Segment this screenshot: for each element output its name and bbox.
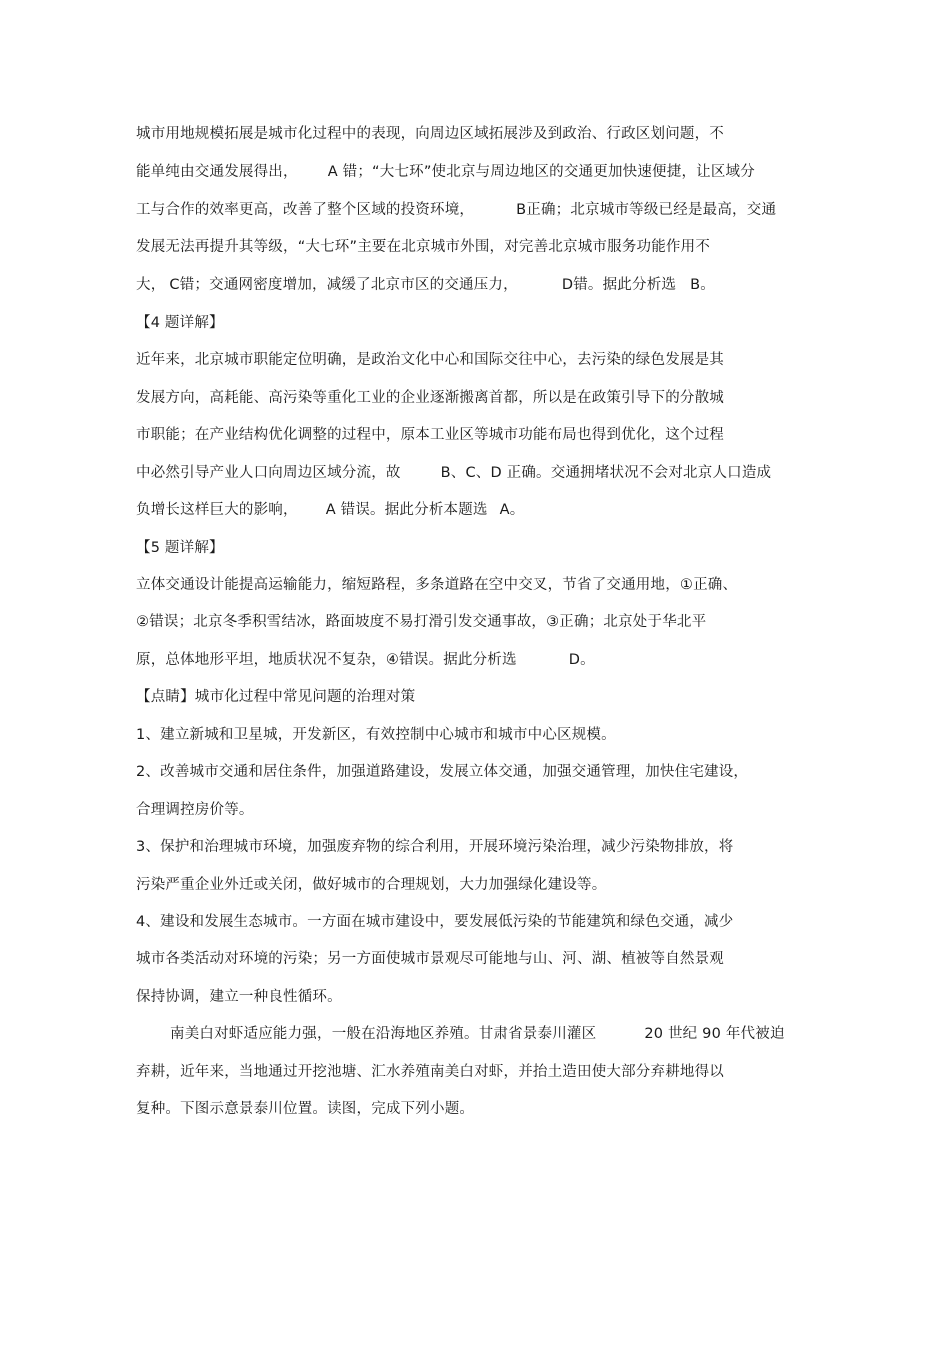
text-segment: 3、保护和治理城市环境，加强废弃物的综合利用，开展环境污染治理，减少污染物排放，将 [136, 839, 734, 855]
text-line [136, 949, 724, 969]
text-segment: A。 [499, 502, 525, 518]
text-line [136, 612, 706, 632]
text-segment: 污染严重企业外迁或关闭，做好城市的合理规划，大力加强绿化建设等。 [136, 877, 607, 893]
text-segment: A 错误。据此分析本题选 [325, 502, 488, 518]
list-item [136, 762, 748, 782]
text-line [136, 425, 724, 445]
list-item [136, 912, 733, 932]
text-segment: D。 [568, 652, 595, 668]
text-segment: 负增长这样巨大的影响， [136, 502, 298, 518]
text-segment: 弃耕，近年来，当地通过开挖池塘、汇水养殖南美白对虾，并抬土造田使大部分弃耕地得以 [136, 1064, 724, 1080]
text-segment: 城市用地规模拓展是城市化过程中的表现，向周边区域拓展涉及到政治、行政区划问题，不 [136, 126, 724, 142]
text-segment: 工与合作的效率更高，改善了整个区域的投资环境， [136, 202, 475, 218]
text-segment: 市职能；在产业结构优化调整的过程中，原本工业区等城市功能布局也得到优化，这个过程 [136, 427, 724, 443]
text-segment: B、C、D 正确。交通拥堵状况不会对北京人口造成 [440, 465, 772, 481]
text-line [136, 575, 737, 595]
text-line [136, 1062, 724, 1082]
text-segment: 2、改善城市交通和居住条件，加强道路建设，发展立体交通，加强交通管理，加快住宅建设， [136, 764, 749, 780]
section-heading [136, 538, 224, 558]
text-line [136, 350, 724, 370]
section-heading [136, 313, 224, 333]
text-segment: 原，总体地形平坦，地质状况不复杂，④错误。据此分析选 [136, 652, 517, 668]
text-segment: 保持协调，建立一种良性循环。 [136, 989, 342, 1005]
text-segment: 【点睛】城市化过程中常见问题的治理对策 [136, 689, 416, 705]
text-segment: 城市各类活动对环境的污染；另一方面使城市景观尽可能地与山、河、湖、植被等自然景观 [136, 951, 724, 967]
list-item [136, 837, 733, 857]
text-segment: 南美白对虾适应能力强，一般在沿海地区养殖。甘肃省景泰川灌区 [170, 1026, 597, 1042]
text-segment: 发展无法再提升其等级，“大七环”主要在北京城市外围，对完善北京城市服务功能作用不 [136, 239, 711, 255]
text-segment: 4、建设和发展生态城市。一方面在城市建设中，要发展低污染的节能建筑和绿色交通，减少 [136, 914, 734, 930]
section-heading [136, 687, 415, 707]
list-item [136, 725, 616, 745]
text-line [136, 800, 254, 820]
text-line [136, 463, 771, 483]
text-line [136, 650, 595, 670]
text-segment: B正确；北京城市等级已经是最高，交通 [516, 202, 777, 218]
text-line [136, 987, 342, 1007]
text-line [136, 237, 710, 257]
text-segment: 1、建立新城和卫星城，开发新区，有效控制中心城市和城市中心区规模。 [136, 727, 616, 743]
text-line [136, 1099, 474, 1119]
text-segment: 发展方向，高耗能、高污染等重化工业的企业逐渐搬离首都，所以是在政策引导下的分散城 [136, 390, 724, 406]
text-line [136, 875, 606, 895]
text-line [136, 162, 755, 182]
text-segment: 【4 题详解】 [136, 315, 224, 331]
text-line [136, 200, 776, 220]
text-segment: C错；交通网密度增加，减缓了北京市区的交通压力， [169, 277, 518, 293]
text-segment: 20 世纪 90 年代被迫 [644, 1026, 785, 1042]
text-segment: A 错；“大七环”使北京与周边地区的交通更加快速便捷，让区域分 [327, 164, 755, 180]
text-segment: 能单纯由交通发展得出， [136, 164, 298, 180]
text-segment: 中必然引导产业人口向周边区域分流，故 [136, 465, 401, 481]
text-segment: 近年来，北京城市职能定位明确，是政治文化中心和国际交往中心，去污染的绿色发展是其 [136, 352, 724, 368]
text-segment: 立体交通设计能提高运输能力，缩短路程，多条道路在空中交叉，节省了交通用地，①正确、 [136, 577, 738, 593]
text-segment: 大， [136, 277, 166, 293]
text-segment: D错。据此分析选 [561, 277, 677, 293]
text-line [136, 500, 524, 520]
question-intro [170, 1024, 785, 1044]
text-line [136, 388, 724, 408]
text-segment: ②错误；北京冬季积雪结冰，路面坡度不易打滑引发交通事故，③正确；北京处于华北平 [136, 614, 707, 630]
text-segment: 合理调控房价等。 [136, 802, 254, 818]
text-segment: 【5 题详解】 [136, 540, 224, 556]
text-segment: B。 [690, 277, 715, 293]
text-line [136, 124, 724, 144]
text-line [136, 275, 715, 295]
text-segment: 复种。下图示意景泰川位置。读图，完成下列小题。 [136, 1101, 475, 1117]
